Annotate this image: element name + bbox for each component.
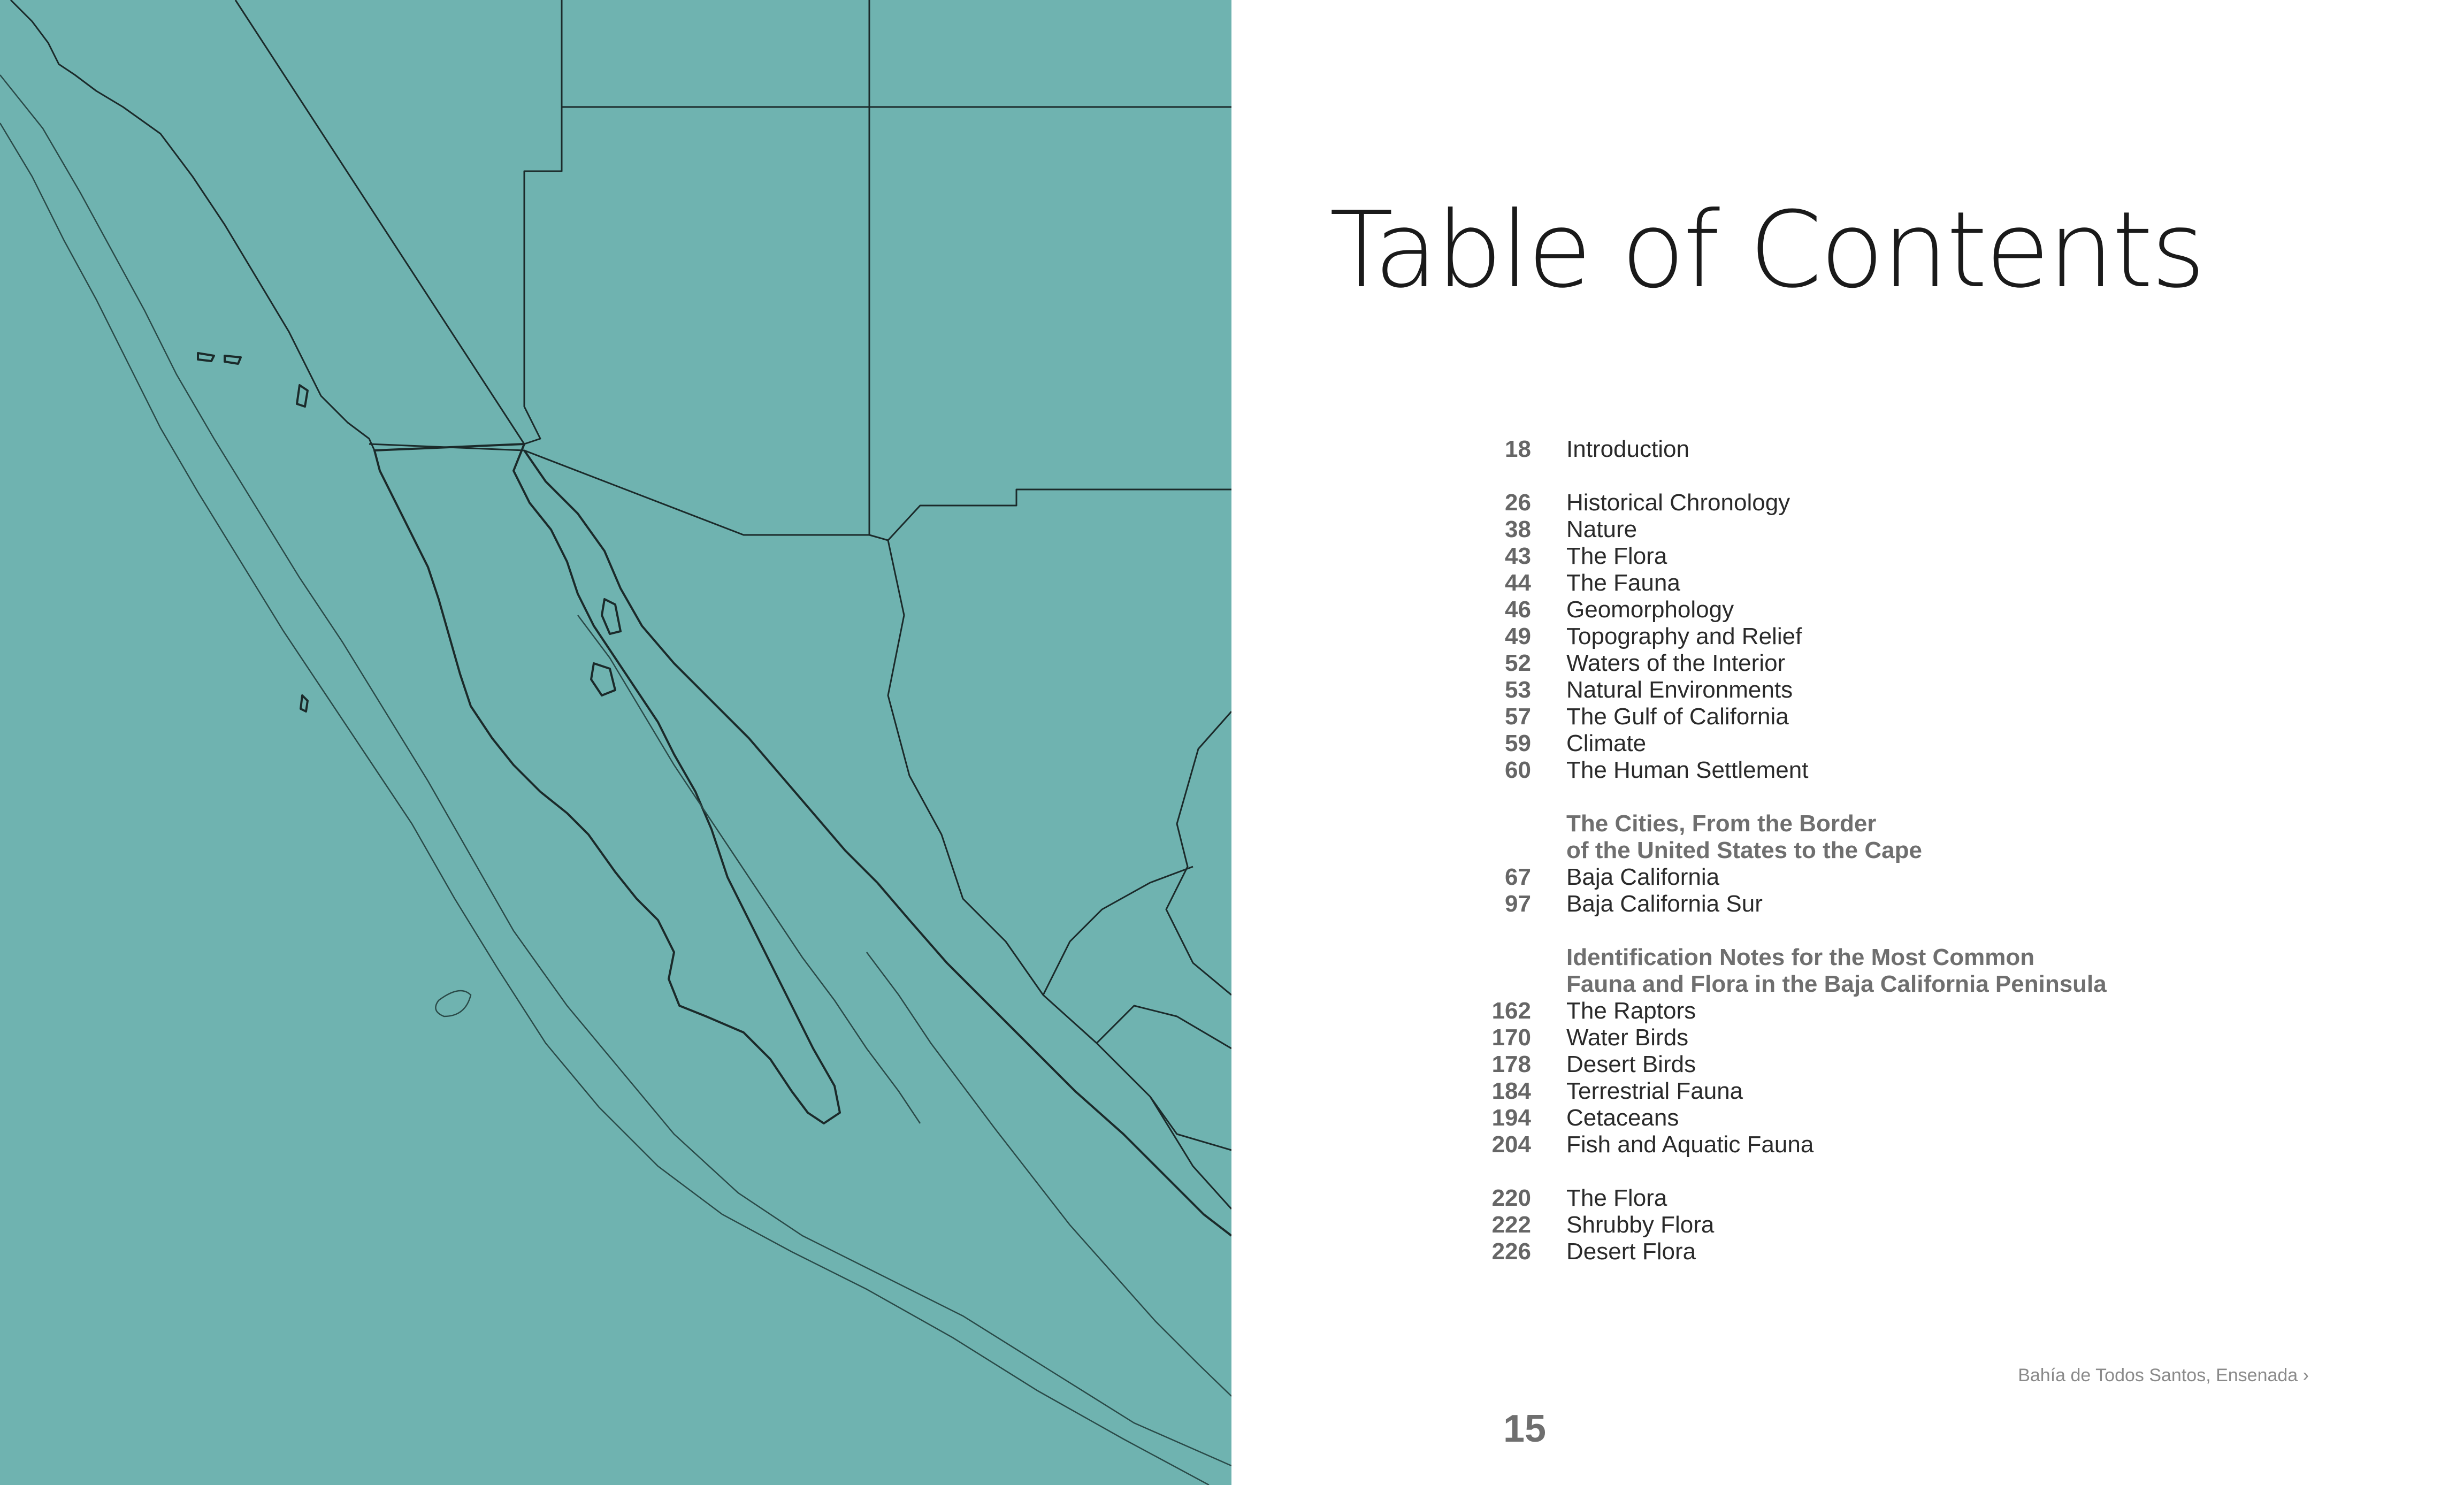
- toc-entry-label: Terrestrial Fauna: [1566, 1078, 1743, 1104]
- toc-entry[interactable]: [1488, 677, 2451, 703]
- chihuahua-east-border: [1166, 711, 1231, 995]
- island-angel-guarda: [602, 599, 621, 634]
- toc-entry[interactable]: [1488, 1051, 2451, 1078]
- baja-california-map: [0, 0, 1231, 1485]
- toc-page-number: 26: [1505, 489, 1531, 516]
- toc-entry[interactable]: [1488, 891, 2451, 917]
- table-of-contents-page: [1231, 0, 2464, 1485]
- page-number: 15: [1503, 1407, 1547, 1450]
- toc-entry[interactable]: [1488, 1131, 2451, 1158]
- toc-entry[interactable]: [1488, 623, 2451, 650]
- toc-page-number: 204: [1491, 1131, 1531, 1158]
- toc-section-heading: of the United States to the Cape: [1566, 837, 1922, 863]
- toc-entry-label: Nature: [1566, 516, 1637, 542]
- mainland-coast: [524, 450, 1231, 1236]
- bathymetry-contours: [0, 75, 1231, 1485]
- toc-page-number: 49: [1505, 623, 1531, 649]
- toc-section-heading: Identification Notes for the Most Common: [1566, 944, 2035, 970]
- toc-entry[interactable]: [1488, 757, 2451, 784]
- california-outline: [11, 0, 524, 450]
- toc-page-number: 60: [1505, 757, 1531, 783]
- toc-entry[interactable]: [1488, 1212, 2451, 1238]
- toc-page-number: 59: [1505, 730, 1531, 756]
- map-panel: [0, 0, 1231, 1485]
- toc-entry[interactable]: [1488, 436, 2451, 463]
- toc-page-number: 97: [1505, 891, 1531, 917]
- toc-entry-label: Shrubby Flora: [1566, 1212, 1715, 1238]
- toc-entry[interactable]: [1488, 1185, 2451, 1212]
- contour-line-4: [867, 952, 1231, 1396]
- island-guadalupe: [301, 695, 308, 711]
- toc-entry[interactable]: [1488, 998, 2451, 1024]
- toc-page-number: 38: [1505, 516, 1531, 542]
- toc-entry-label: The Fauna: [1566, 570, 1680, 596]
- island-channel-2: [225, 356, 241, 364]
- toc-entry[interactable]: [1488, 1078, 2451, 1105]
- toc-entry[interactable]: [1488, 570, 2451, 596]
- toc-entry[interactable]: [1488, 730, 2451, 757]
- southern-border: [1150, 1097, 1231, 1150]
- sonora-chihuahua-border: [888, 540, 1231, 1209]
- toc-entry[interactable]: [1488, 516, 2451, 543]
- toc-entry-label: Climate: [1566, 730, 1647, 756]
- page-title: Table of Contents: [1329, 189, 2203, 311]
- toc-page-number: 222: [1491, 1212, 1531, 1238]
- toc-page-number: 184: [1491, 1078, 1531, 1104]
- baja-peninsula-outline: [374, 444, 840, 1123]
- lower-state-border: [1097, 1006, 1231, 1048]
- toc-entry-label: Waters of the Interior: [1566, 650, 1786, 676]
- toc-page-number: 57: [1505, 703, 1531, 730]
- toc-entry[interactable]: [1488, 1105, 2451, 1131]
- toc-entry-label: Desert Flora: [1566, 1238, 1696, 1265]
- toc-entry-label: The Human Settlement: [1566, 757, 1809, 783]
- seamount-ring: [435, 991, 471, 1016]
- toc-entry[interactable]: [1488, 1024, 2451, 1051]
- toc-page-number: 226: [1491, 1238, 1531, 1265]
- toc-page-number: 44: [1505, 570, 1531, 596]
- toc-page-number: 18: [1505, 436, 1531, 462]
- contour-line-3: [578, 615, 920, 1123]
- coastlines: [198, 353, 1231, 1236]
- toc-page-number: 194: [1491, 1105, 1531, 1131]
- us-mexico-border: [369, 444, 1231, 540]
- toc-page-number: 52: [1505, 650, 1531, 676]
- toc-entry-label: Introduction: [1566, 436, 1689, 462]
- toc-entry-label: The Flora: [1566, 1185, 1667, 1211]
- toc-section-heading: Fauna and Flora in the Baja California Peninsula: [1566, 971, 2107, 997]
- toc-entry-label: Water Birds: [1566, 1024, 1689, 1051]
- contour-line-2: [0, 123, 1209, 1485]
- toc-entry-label: Geomorphology: [1566, 596, 1734, 623]
- toc-section-heading: The Cities, From the Border: [1566, 810, 1877, 837]
- toc-page-number: 43: [1505, 543, 1531, 569]
- toc-entry[interactable]: [1488, 596, 2451, 623]
- toc-entry-label: Natural Environments: [1566, 677, 1793, 703]
- toc-entry-label: The Flora: [1566, 543, 1667, 569]
- toc-entry[interactable]: [1488, 489, 2451, 516]
- toc-entry-label: Cetaceans: [1566, 1105, 1679, 1131]
- toc-entry-label: Baja California: [1566, 864, 1720, 890]
- toc-entry[interactable]: [1488, 864, 2451, 891]
- toc-page-number: 170: [1491, 1024, 1531, 1051]
- toc-entry-label: Fish and Aquatic Fauna: [1566, 1131, 1814, 1158]
- toc-page-number: 46: [1505, 596, 1531, 623]
- toc-entry[interactable]: [1488, 650, 2451, 677]
- toc-entry-label: Topography and Relief: [1566, 623, 1802, 649]
- toc-entry-label: The Raptors: [1566, 998, 1696, 1024]
- toc-entry-label: The Gulf of California: [1566, 703, 1789, 730]
- contour-line-1: [0, 75, 1231, 1466]
- toc-entry[interactable]: [1488, 1238, 2451, 1265]
- political-boundaries: [11, 0, 1231, 1209]
- toc-page-number: 178: [1491, 1051, 1531, 1077]
- island-cedros: [297, 385, 308, 407]
- toc-page-number: 53: [1505, 677, 1531, 703]
- toc-page-number: 67: [1505, 864, 1531, 890]
- toc-page-number: 162: [1491, 998, 1531, 1024]
- sinaloa-durango-border: [1043, 867, 1193, 995]
- toc-entry-label: Desert Birds: [1566, 1051, 1696, 1077]
- photo-caption: Bahía de Todos Santos, Ensenada ›: [2018, 1365, 2309, 1386]
- toc-entry[interactable]: [1488, 543, 2451, 570]
- nevada-border: [524, 0, 562, 444]
- toc-list: [1488, 436, 2451, 1265]
- toc-page-number: 220: [1491, 1185, 1531, 1211]
- toc-entry-label: Baja California Sur: [1566, 891, 1763, 917]
- island-tiburon: [591, 663, 615, 695]
- island-channel-1: [198, 353, 214, 361]
- toc-entry-label: Historical Chronology: [1566, 489, 1790, 516]
- toc-entry[interactable]: [1488, 703, 2451, 730]
